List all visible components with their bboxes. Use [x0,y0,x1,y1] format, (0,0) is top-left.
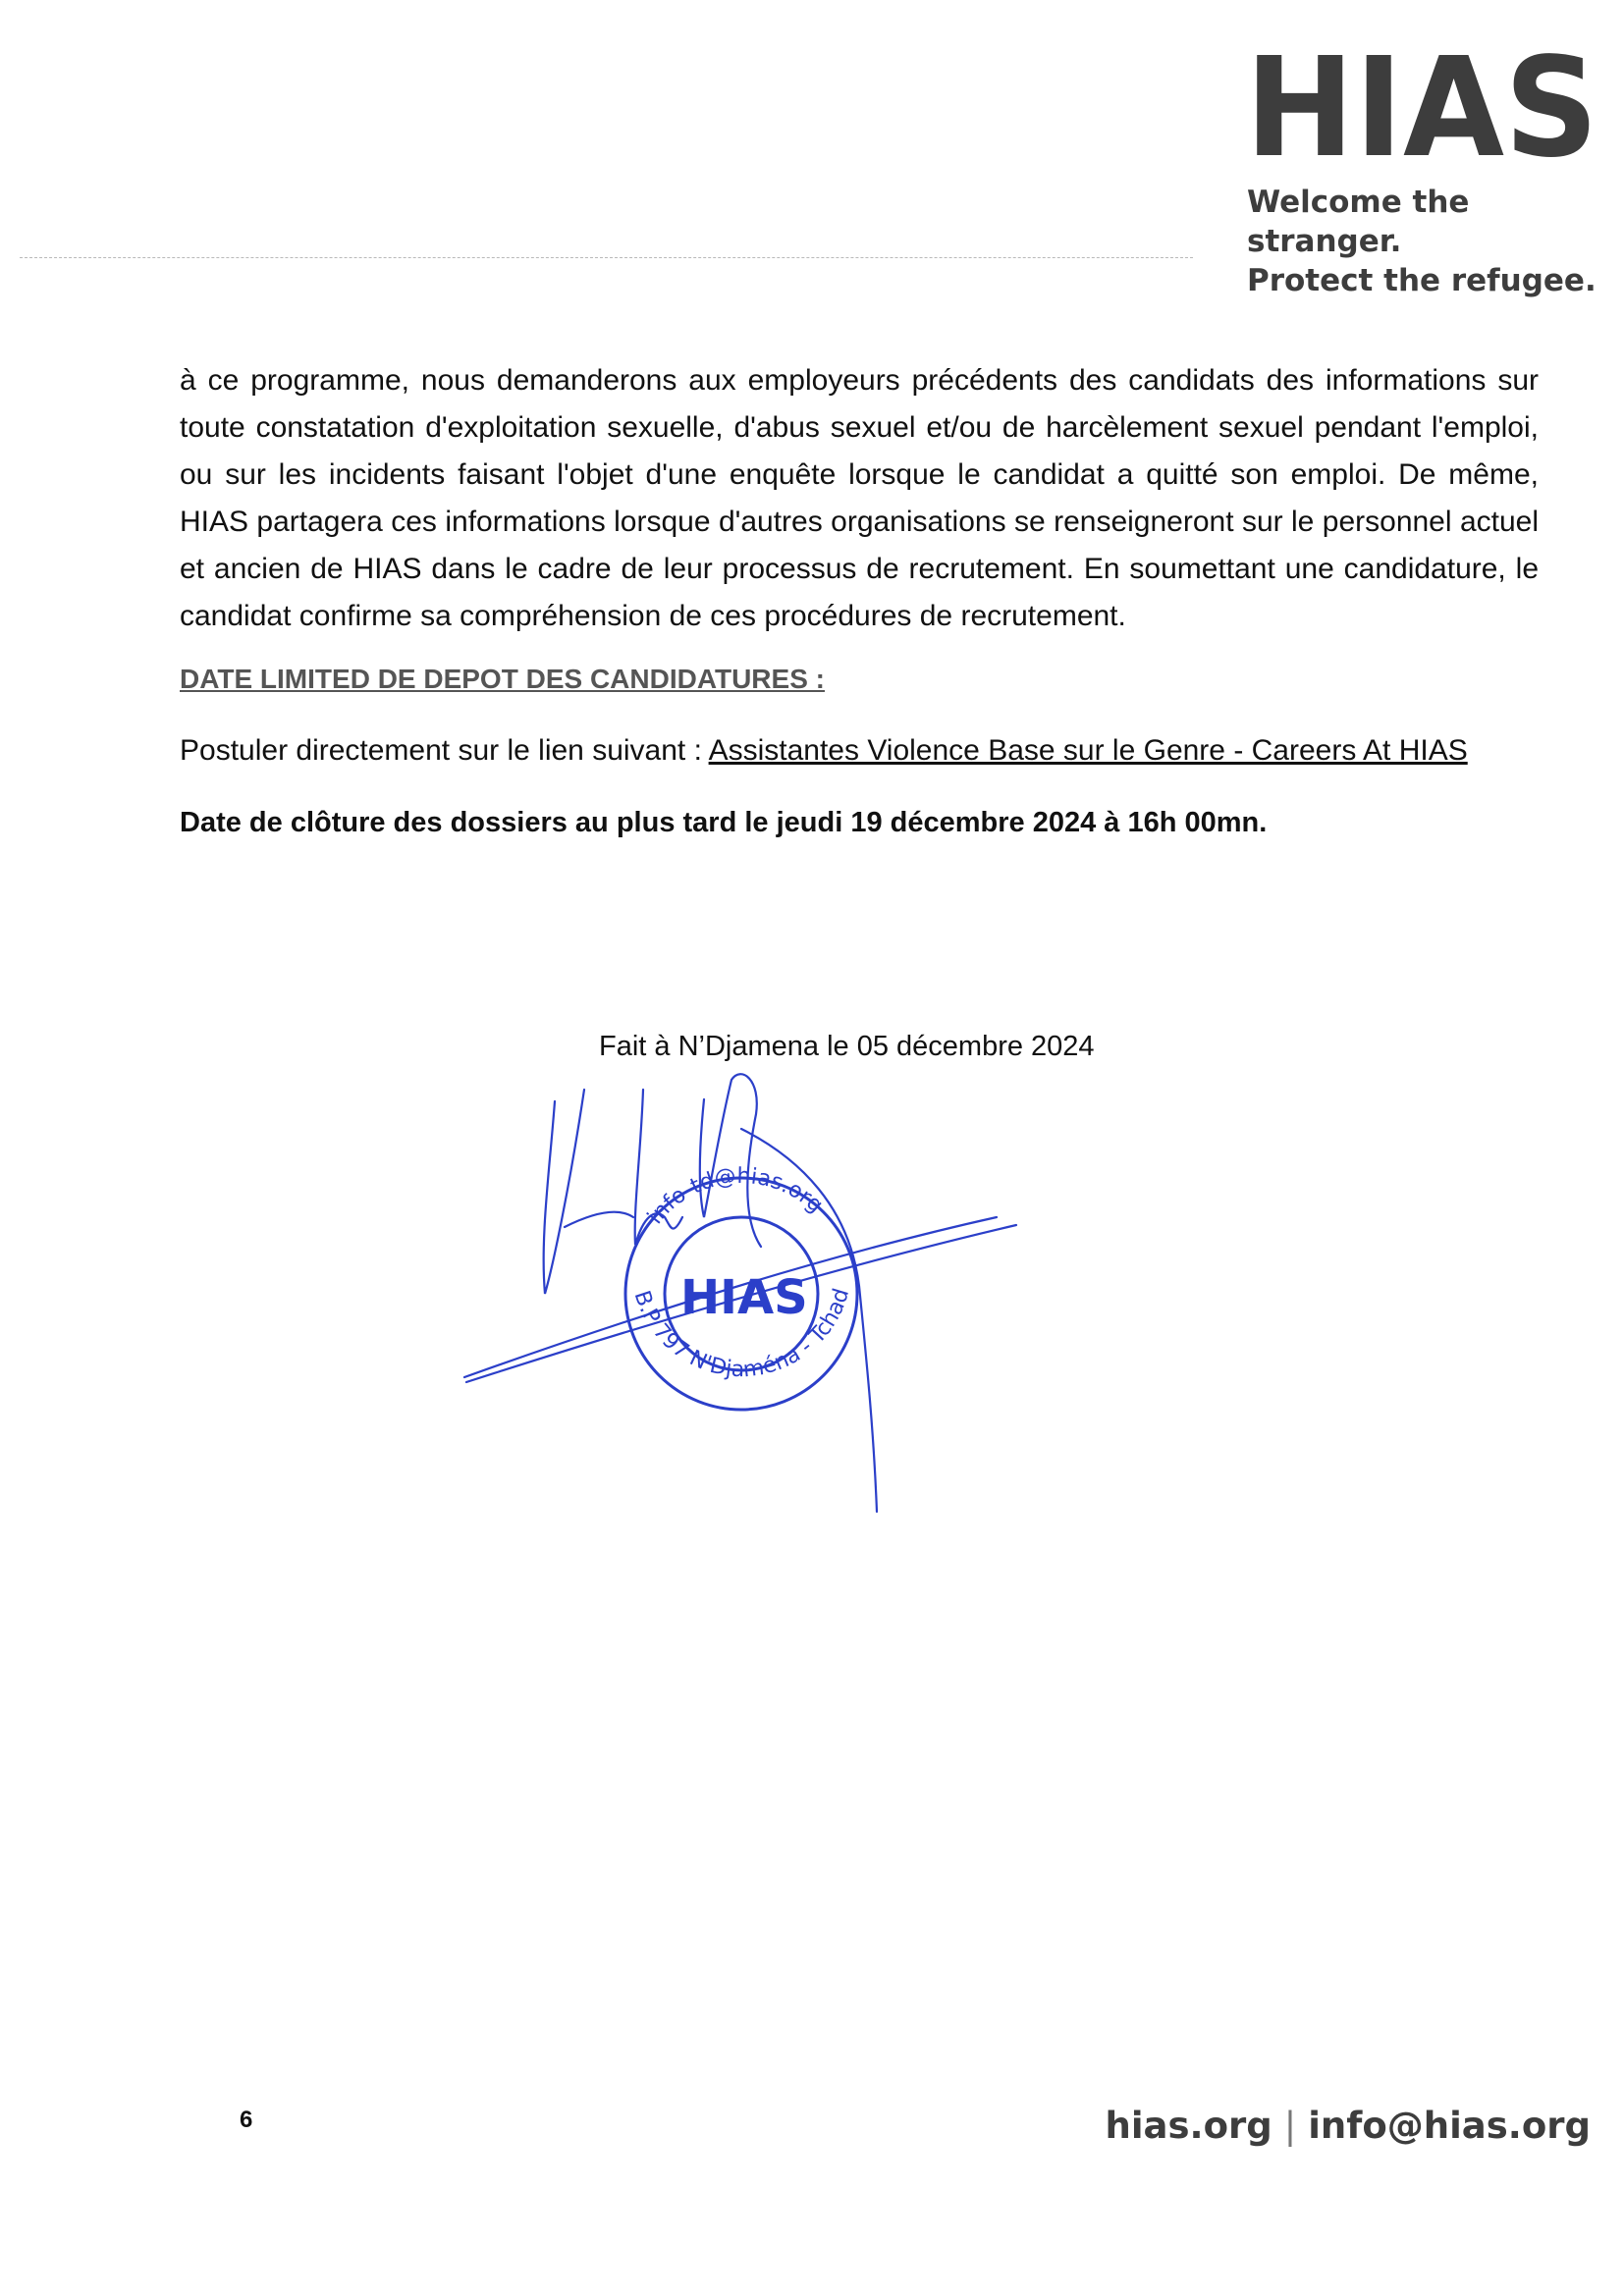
logo-tagline [1247,183,1624,300]
scan-artifact-line [20,257,1193,258]
svg-text:HIAS: HIAS [1245,49,1598,162]
stamp-center-text: HIAS [680,1270,808,1325]
application-deadline-heading: DATE LIMITED DE DEPOT DES CANDIDATURES : [180,664,825,694]
page-number: 6 [240,2107,253,2133]
footer-website[interactable]: hias.org [1105,2105,1272,2147]
stamp-ring-text: info-td@hias.org [642,1163,828,1229]
careers-link[interactable]: Assistantes Violence Base sur le Genre - Careers At HIAS [708,734,1468,767]
signature-and-stamp [447,1070,1281,1522]
apply-instruction [180,734,1468,768]
recruitment-policy-paragraph: à ce programme, nous demanderons aux employeurs précédents des candidats des informations sur toute constatation d'exploitation sexuelle, d'abus sexuel et/ou de harcèlement sexuel pendant l'emploi, ou sur les incidents faisant l'objet d'une enquête lorsque le candidat a quitté son emploi. De même, HIAS partagera ces informations lorsque d'autres organisations se renseigneront sur le personnel actuel et ancien de HIAS dans le cadre de leur processus de recrutement. En soumettant une candidature, le candidat confirme sa compréhension de ces procédures de recrutement. [180,364,1539,632]
footer-email[interactable]: info@hias.org [1308,2105,1591,2147]
tagline-line-2: Protect the refugee. [1247,263,1597,298]
hias-logo-wordmark [1245,49,1598,162]
hias-logo [1245,49,1598,162]
stamp-ring-text-lower: B.P 797 N'Djaména - Tchad [628,1285,855,1383]
tagline-line-1: Welcome the stranger. [1247,185,1470,259]
apply-prefix: Postuler directement sur le lien suivant : [180,734,709,767]
place-and-date: Fait à N’Djamena le 05 décembre 2024 [599,1031,1095,1062]
footer-contact [1106,2105,1591,2147]
footer-separator: | [1283,2105,1297,2147]
hias-stamp [625,1164,857,1410]
closing-date-statement: Date de clôture des dossiers au plus tard le jeudi 19 décembre 2024 à 16h 00mn. [180,807,1268,838]
